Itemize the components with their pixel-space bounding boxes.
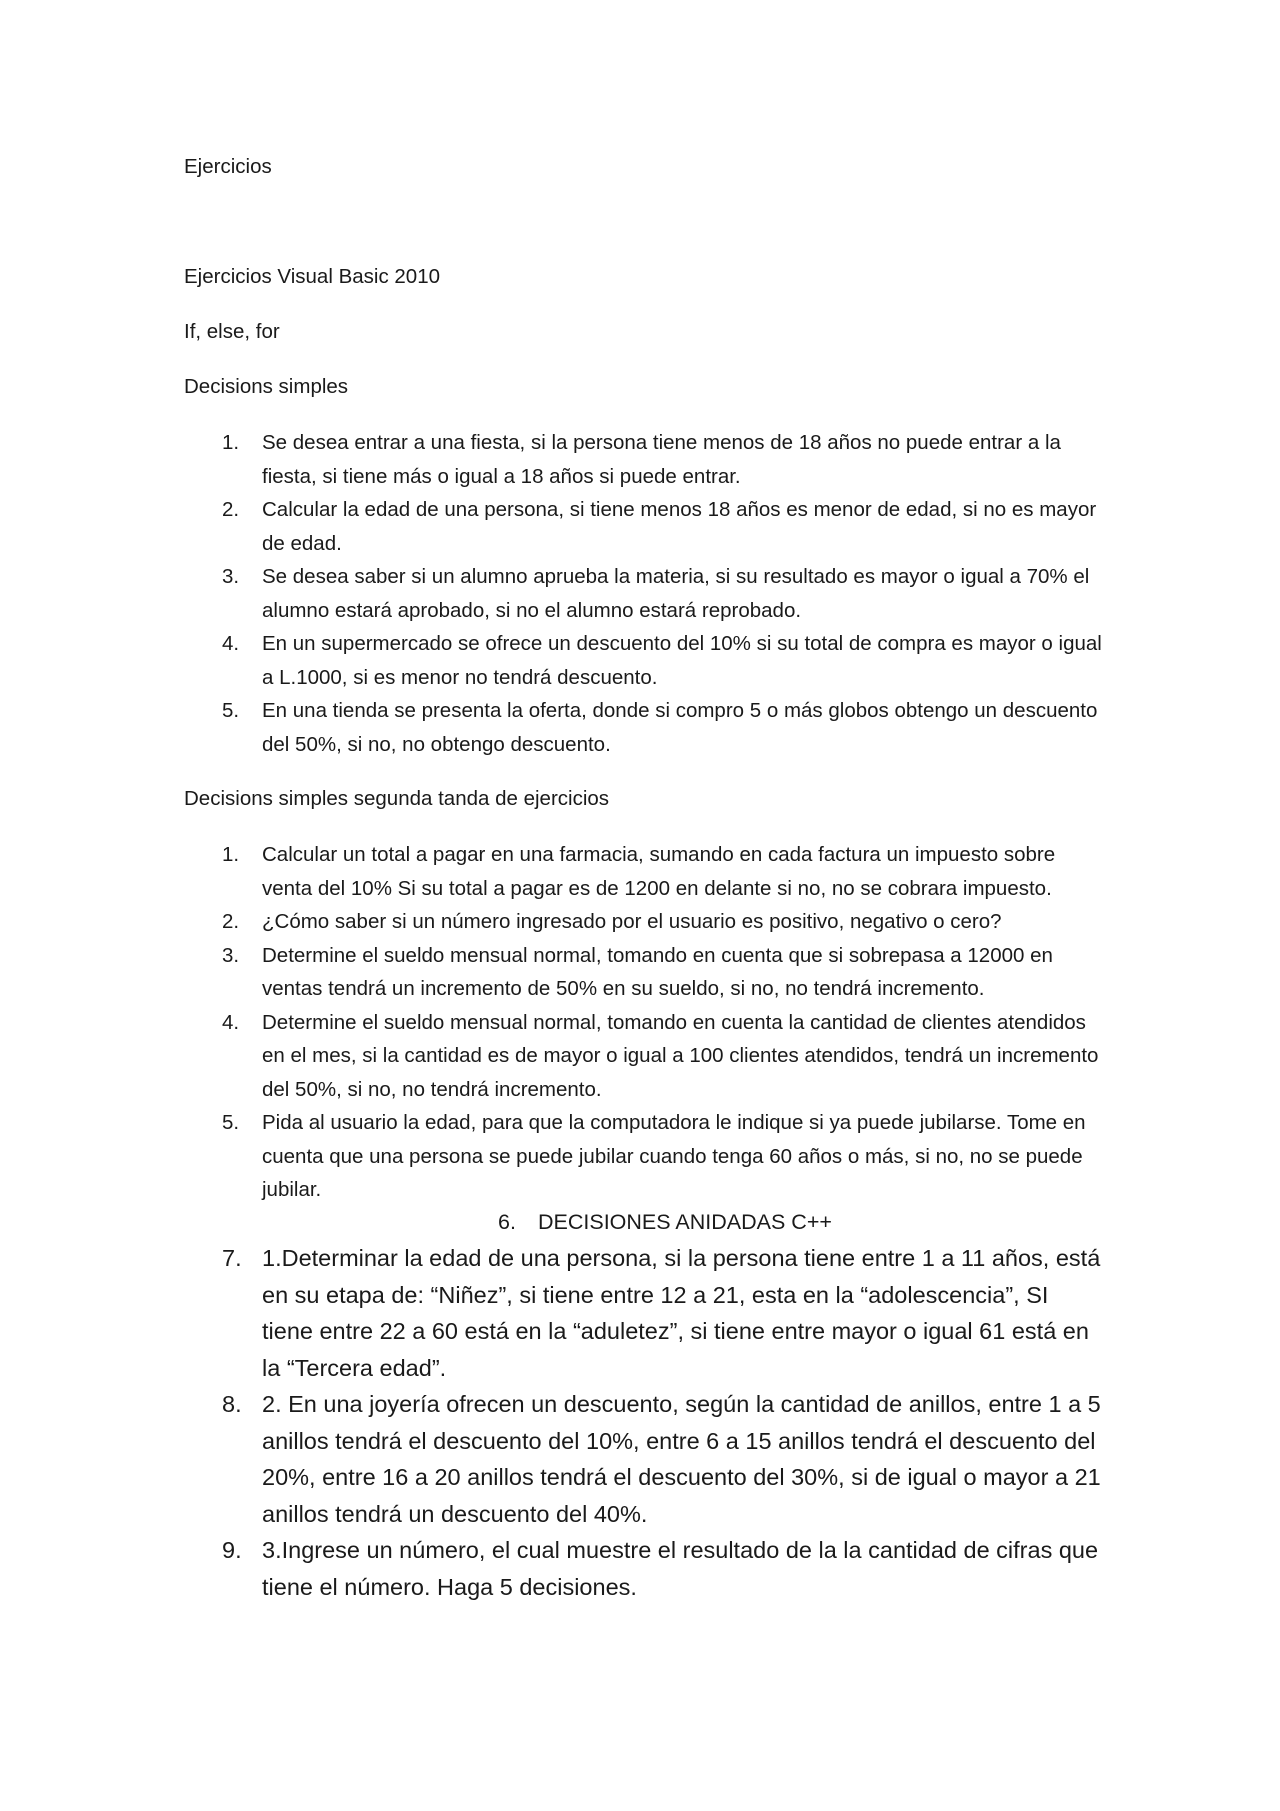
list-item-text: ¿Cómo saber si un número ingresado por el usuario es positivo, negativo o cero? [262, 910, 1002, 933]
list-item-text: Se desea saber si un alumno aprueba la materia, si su resultado es mayor o igual a 70% el alumno estará aprobado, si no el alumno estará reprobado. [262, 565, 1090, 622]
section3-heading [498, 1209, 832, 1235]
list-item [184, 493, 1104, 560]
list-item-number: 1. [222, 843, 240, 866]
list-item [184, 1386, 1104, 1532]
list-item-text: Calcular un total a pagar en una farmacia, sumando en cada factura un impuesto sobre venta del 10% Si su total a pagar es de 1200 en delante si no, no se cobrara impuesto. [262, 843, 1056, 900]
list-item-text: 3.Ingrese un número, el cual muestre el resultado de la la cantidad de cifras que tiene el número. Haga 5 decisiones. [262, 1537, 1099, 1600]
list-item-number: 2. [222, 910, 240, 933]
section1-list [184, 426, 1104, 761]
list-item [184, 560, 1104, 627]
document-title: Ejercicios [184, 155, 272, 178]
list-item-number: 1. [222, 431, 240, 454]
list-item-number: 3. [222, 943, 240, 967]
list-item-text: Determine el sueldo mensual normal, tomando en cuenta la cantidad de clientes atendidos en el mes, si la cantidad es de mayor o igual a 100 clientes atendidos, tendrá un incremento del 50%, si no, no tendrá incremento. [262, 1010, 1099, 1101]
list-item-number: 5. [222, 699, 240, 722]
list-item [184, 694, 1104, 761]
list-item-number: 5. [222, 1111, 240, 1134]
list-item [184, 1240, 1104, 1386]
section1-heading: Decisions simples [184, 375, 349, 398]
section3-list [184, 1240, 1104, 1605]
list-item-number: 3. [222, 565, 240, 588]
list-item [184, 1532, 1104, 1605]
list-item [184, 838, 1104, 905]
list-item-text: Calcular la edad de una persona, si tiene menos 18 años es menor de edad, si no es mayor de edad. [262, 498, 1097, 555]
section2-list [184, 838, 1104, 1207]
list-item-text: En un supermercado se ofrece un descuento del 10% si su total de compra es mayor o igual a L.1000, si es menor no tendrá descuento. [262, 632, 1102, 689]
list-item [184, 1106, 1104, 1207]
document-subtitle: Ejercicios Visual Basic 2010 [184, 265, 440, 288]
topics-line: If, else, for [184, 320, 280, 343]
list-item-number: 7. [222, 1245, 242, 1271]
section3-heading-number: 6. [498, 1210, 516, 1234]
section3-heading-text: DECISIONES ANIDADAS C++ [538, 1210, 832, 1234]
list-item [184, 426, 1104, 493]
list-item-number: 9. [222, 1537, 242, 1563]
list-item [184, 939, 1104, 1006]
list-item-text: 2. En una joyería ofrecen un descuento, según la cantidad de anillos, entre 1 a 5 anillos tendrá el descuento del 10%, entre 6 a 15 anillos tendrá el descuento del 20%, entre 16 a 20 anillos tendrá el descuento del 30%, si de igual o mayor a 21 anillos tendrá un descuento del 40%. [262, 1391, 1101, 1527]
list-item-number: 2. [222, 498, 240, 521]
list-item-number: 8. [222, 1391, 242, 1417]
list-item [184, 1006, 1104, 1107]
list-item [184, 905, 1104, 939]
list-item-text: Determine el sueldo mensual normal, tomando en cuenta que si sobrepasa a 12000 en ventas tendrá un incremento de 50% en su sueldo, si no, no tendrá incremento. [262, 943, 1053, 1000]
list-item-text: Se desea entrar a una fiesta, si la persona tiene menos de 18 años no puede entrar a la fiesta, si tiene más o igual a 18 años si puede entrar. [262, 431, 1061, 488]
list-item-number: 4. [222, 1010, 240, 1034]
section2-heading: Decisions simples segunda tanda de ejercicios [184, 787, 610, 810]
list-item-number: 4. [222, 632, 240, 655]
list-item-text: Pida al usuario la edad, para que la computadora le indique si ya puede jubilarse. Tome en cuenta que una persona se puede jubilar cuando tenga 60 años o más, si no, no se puede jubilar. [262, 1111, 1086, 1201]
list-item-text: En una tienda se presenta la oferta, donde si compro 5 o más globos obtengo un descuento del 50%, si no, no obtengo descuento. [262, 699, 1098, 756]
list-item-text: 1.Determinar la edad de una persona, si la persona tiene entre 1 a 11 años, está en su etapa de: “Niñez”, si tiene entre 12 a 21, esta en la “adolescencia”, SI tiene entre 22 a 60 está en la “aduletez”, si tiene entre mayor o igual 61 está en la “Tercera edad”. [262, 1245, 1101, 1381]
list-item [184, 627, 1104, 694]
